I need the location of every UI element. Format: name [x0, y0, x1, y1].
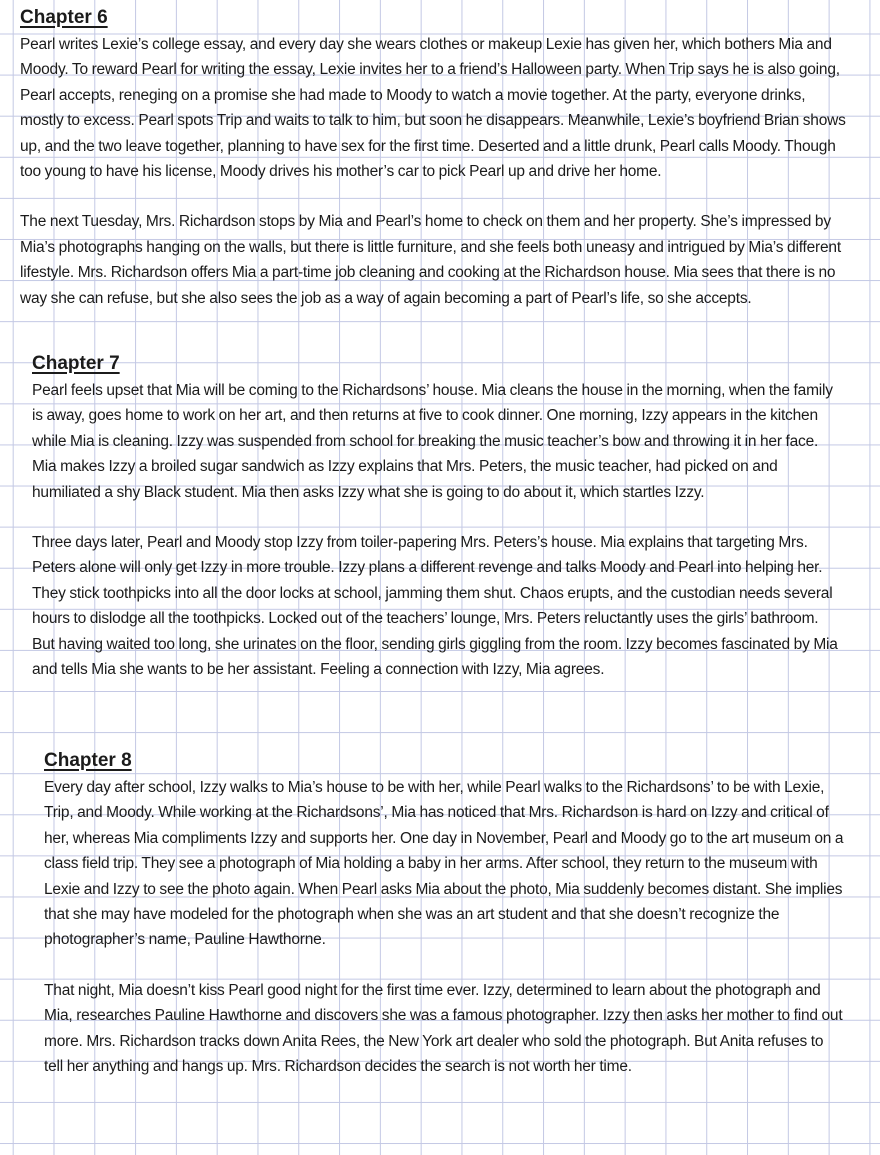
chapter-8-section — [44, 749, 844, 1104]
chapter-7-heading: Chapter 7 — [32, 353, 120, 374]
chapter-6-paragraph-2: The next Tuesday, Mrs. Richardson stops by Mia and Pearl’s home to check on them and her property. She’s impressed by Mia’s photographs hanging on the walls, but there is little furniture, and she feels both uneasy and intrigued by Mia’s different lifestyle. Mrs. Richardson offers Mia a part-time job cleaning and cooking at the Richardson house. Mia sees that there is no way she can refuse, but she also sees the job as a way of again becoming a part of Pearl’s life, so she accepts. — [20, 213, 841, 307]
chapter-8-paragraph-1: Every day after school, Izzy walks to Mia’s house to be with her, while Pearl walks to the Richardsons’ to be with Lexie, Trip, and Moody. While working at the Richardsons’, Mia has noticed that Mrs. Richardson is hard on Izzy and critical of her, whereas Mia compliments Izzy and supports her. One day in November, Pearl and Moody go to the art museum on a class field trip. They see a photograph of Mia holding a baby in her arms. After school, they return to the museum with Lexie and Izzy to see the photo again. When Pearl asks Mia about the photo, Mia suddenly becomes distant. She implies that she may have modeled for the photograph when she was an art student and that she doesn’t recognize the photographer’s name, Pauline Hawthorne. — [44, 779, 844, 949]
chapter-7-paragraph-1: Pearl feels upset that Mia will be coming to the Richardsons’ house. Mia cleans the house in the morning, when the family is away, goes home to work on her art, and then returns at five to cook dinner. One morning, Izzy appears in the kitchen while Mia is cleaning. Izzy was suspended from school for breaking the music teacher’s bow and throwing it in her face. Mia makes Izzy a broiled sugar sandwich as Izzy explains that Mrs. Peters, the music teacher, had picked on and humiliated a shy Black student. Mia then asks Izzy what she is going to do about it, which startles Izzy. — [32, 382, 833, 501]
chapter-6-paragraph-1: Pearl writes Lexie’s college essay, and every day she wears clothes or makeup Lexie has given her, which bothers Mia and Moody. To reward Pearl for writing the essay, Lexie invites her to a friend’s Halloween party. When Trip says he is also going, Pearl accepts, reneging on a promise she had made to Moody to watch a movie together. At the party, everyone drinks, mostly to excess. Pearl spots Trip and waits to talk to him, but soon he disappears. Meanwhile, Lexie’s boyfriend Brian shows up, and the two leave together, planning to have sex for the first time. Deserted and a little drunk, Pearl calls Moody. Though too young to have his license, Moody drives his mother’s car to pick Pearl up and drive her home. — [20, 36, 846, 181]
chapter-7-paragraph-2: Three days later, Pearl and Moody stop Izzy from toiler-papering Mrs. Peters’s house. Mia explains that targeting Mrs. Peters alone will only get Izzy in more trouble. Izzy plans a different revenge and talks Moody and Pearl into helping her. They stick toothpicks into all the door locks at school, jamming them shut. Chaos erupts, and the custodian needs several hours to dislodge all the toothpicks. Locked out of the teachers’ lounge, Mrs. Peters reluctantly uses the girls’ bathroom. But having waited too long, she urinates on the floor, sending girls giggling from the room. Izzy becomes fascinated by Mia and tells Mia she wants to be her assistant. Feeling a connection with Izzy, Mia agrees. — [32, 534, 838, 679]
chapter-7-section — [32, 352, 840, 707]
chapter-8-heading: Chapter 8 — [44, 750, 132, 771]
chapter-8-paragraph-2: That night, Mia doesn’t kiss Pearl good night for the first time ever. Izzy, determined to learn about the photograph and Mia, researches Pauline Hawthorne and discovers she was a famous photographer. Izzy then asks her mother to find out more. Mrs. Richardson tracks down Anita Rees, the New York art dealer who sold the photograph. But Anita refuses to tell her anything and hangs up. Mrs. Richardson decides the search is not worth her time. — [44, 981, 843, 1076]
chapter-6-heading: Chapter 6 — [20, 7, 108, 28]
chapter-6-section — [20, 6, 847, 336]
